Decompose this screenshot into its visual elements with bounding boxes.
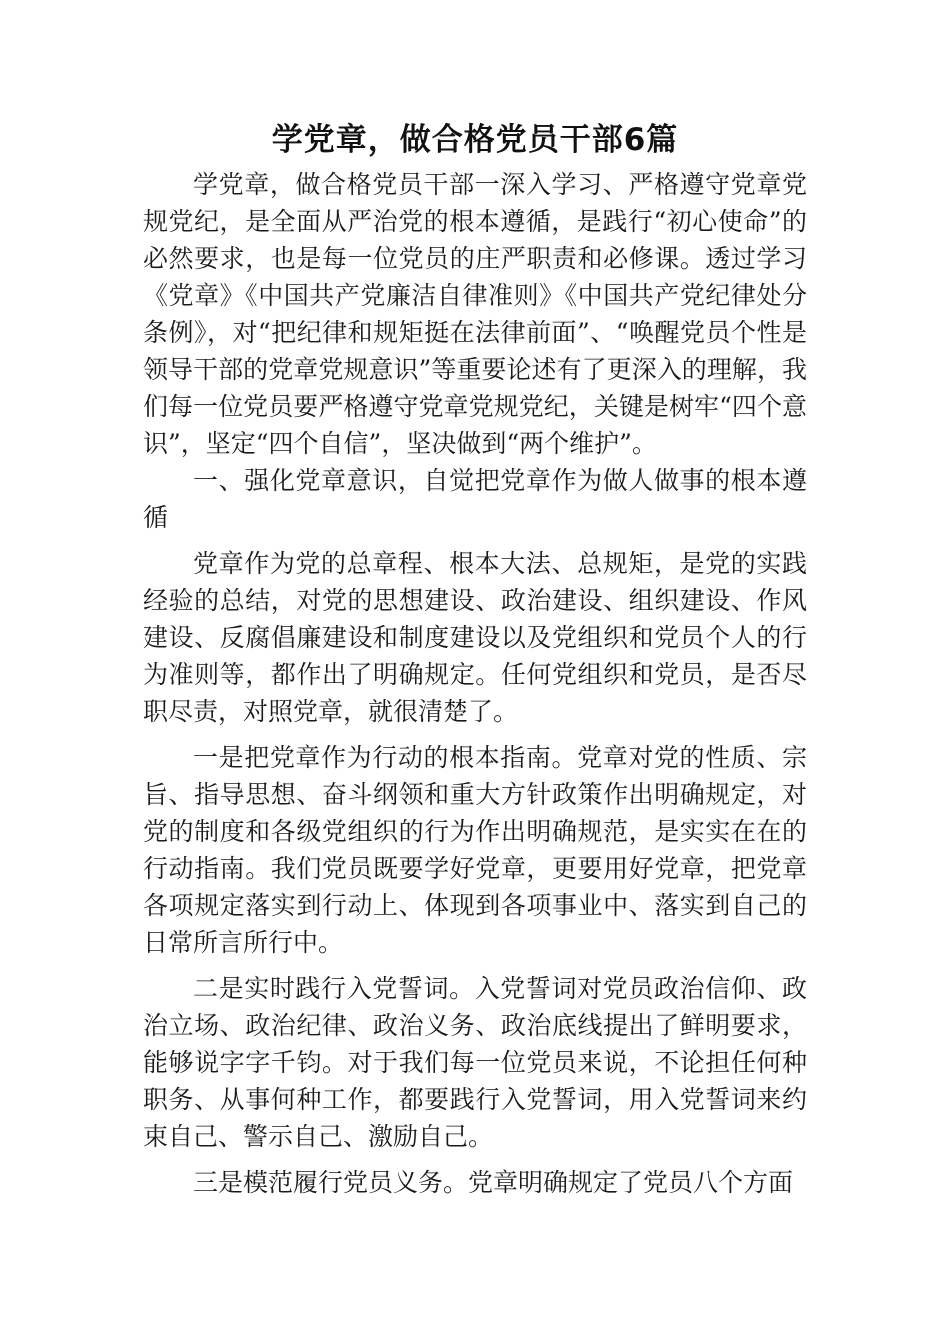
document-body — [143, 166, 807, 1201]
document-title: 学党章，做合格党员干部6篇 — [271, 122, 679, 158]
section-heading-1: 一、强化党章意识，自觉把党章作为做人做事的根本遵循 — [143, 466, 807, 532]
paragraph-point-2: 二是实时践行入党誓词。入党誓词对党员政治信仰、政治立场、政治纪律、政治义务、政治底线提出了鲜明要求，能够说字字千钧。对于我们每一位党员来说，不论担任何种职务、从事何种工作，都要践行入党誓词，用入党誓词来约束自己、警示自己、激励自己。 — [143, 974, 807, 1151]
paragraph-intro: 学党章，做合格党员干部一深入学习、严格遵守党章党规党纪，是全面从严治党的根本遵循，是践行“初心使命”的必然要求，也是每一位党员的庄严职责和必修课。透过学习《党章》《中国共产党廉洁自律准则》《中国共产党纪律处分条例》，对“把纪律和规矩挺在法律前面”、“唤醒党员个性是领导干部的党章党规意识”等重要论述有了更深入的理解，我们每一位党员要严格遵守党章党规党纪，关键是树牢“四个意识”，坚定“四个自信”，坚决做到“两个维护”。 — [143, 170, 807, 458]
paragraph-point-3: 三是模范履行党员义务。党章明确规定了党员八个方面 — [193, 1168, 794, 1197]
paragraph-section-1: 党章作为党的总章程、根本大法、总规矩，是党的实践经验的总结，对党的思想建设、政治建设、组织建设、作风建设、反腐倡廉建设和制度建设以及党组织和党员个人的行为准则等，都作出了明确规定。任何党组织和党员，是否尽职尽责，对照党章，就很清楚了。 — [143, 549, 807, 726]
paragraph-point-1: 一是把党章作为行动的根本指南。党章对党的性质、宗旨、指导思想、奋斗纲领和重大方针政策作出明确规定，对党的制度和各级党组织的行为作出明确规范，是实实在在的行动指南。我们党员既要学好党章，更要用好党章，把党章各项规定落实到行动上、体现到各项事业中、落实到自己的日常所言所行中。 — [143, 743, 807, 957]
